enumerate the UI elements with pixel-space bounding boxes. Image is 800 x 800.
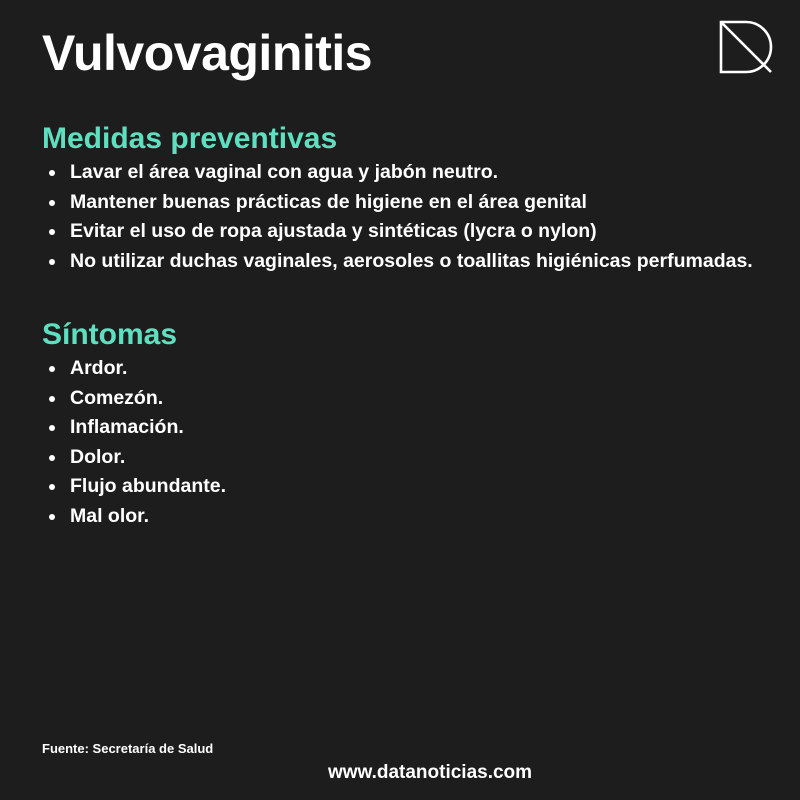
list-item: No utilizar duchas vaginales, aerosoles o toallitas higiénicas perfumadas. — [42, 247, 762, 277]
symptoms-section — [42, 316, 762, 531]
list-item: Evitar el uso de ropa ajustada y sintéticas (lycra o nylon) — [42, 217, 762, 247]
symptoms-list — [42, 354, 762, 531]
list-item: Comezón. — [42, 384, 762, 414]
list-item: Mantener buenas prácticas de higiene en el área genital — [42, 188, 762, 218]
page-title: Vulvovaginitis — [42, 25, 373, 81]
list-item: Dolor. — [42, 443, 762, 473]
preventive-measures-list — [42, 158, 762, 276]
section-heading-preventive: Medidas preventivas — [42, 122, 338, 155]
list-item: Ardor. — [42, 354, 762, 384]
list-item: Mal olor. — [42, 502, 762, 532]
source-credit: Fuente: Secretaría de Salud — [42, 741, 214, 756]
list-item: Lavar el área vaginal con agua y jabón neutro. — [42, 158, 762, 188]
list-item: Inflamación. — [42, 413, 762, 443]
preventive-measures-section — [42, 120, 762, 276]
section-heading-symptoms: Síntomas — [42, 318, 178, 351]
list-item: Flujo abundante. — [42, 472, 762, 502]
website-url: www.datanoticias.com — [327, 762, 533, 783]
datanoticias-logo-icon — [719, 20, 773, 74]
